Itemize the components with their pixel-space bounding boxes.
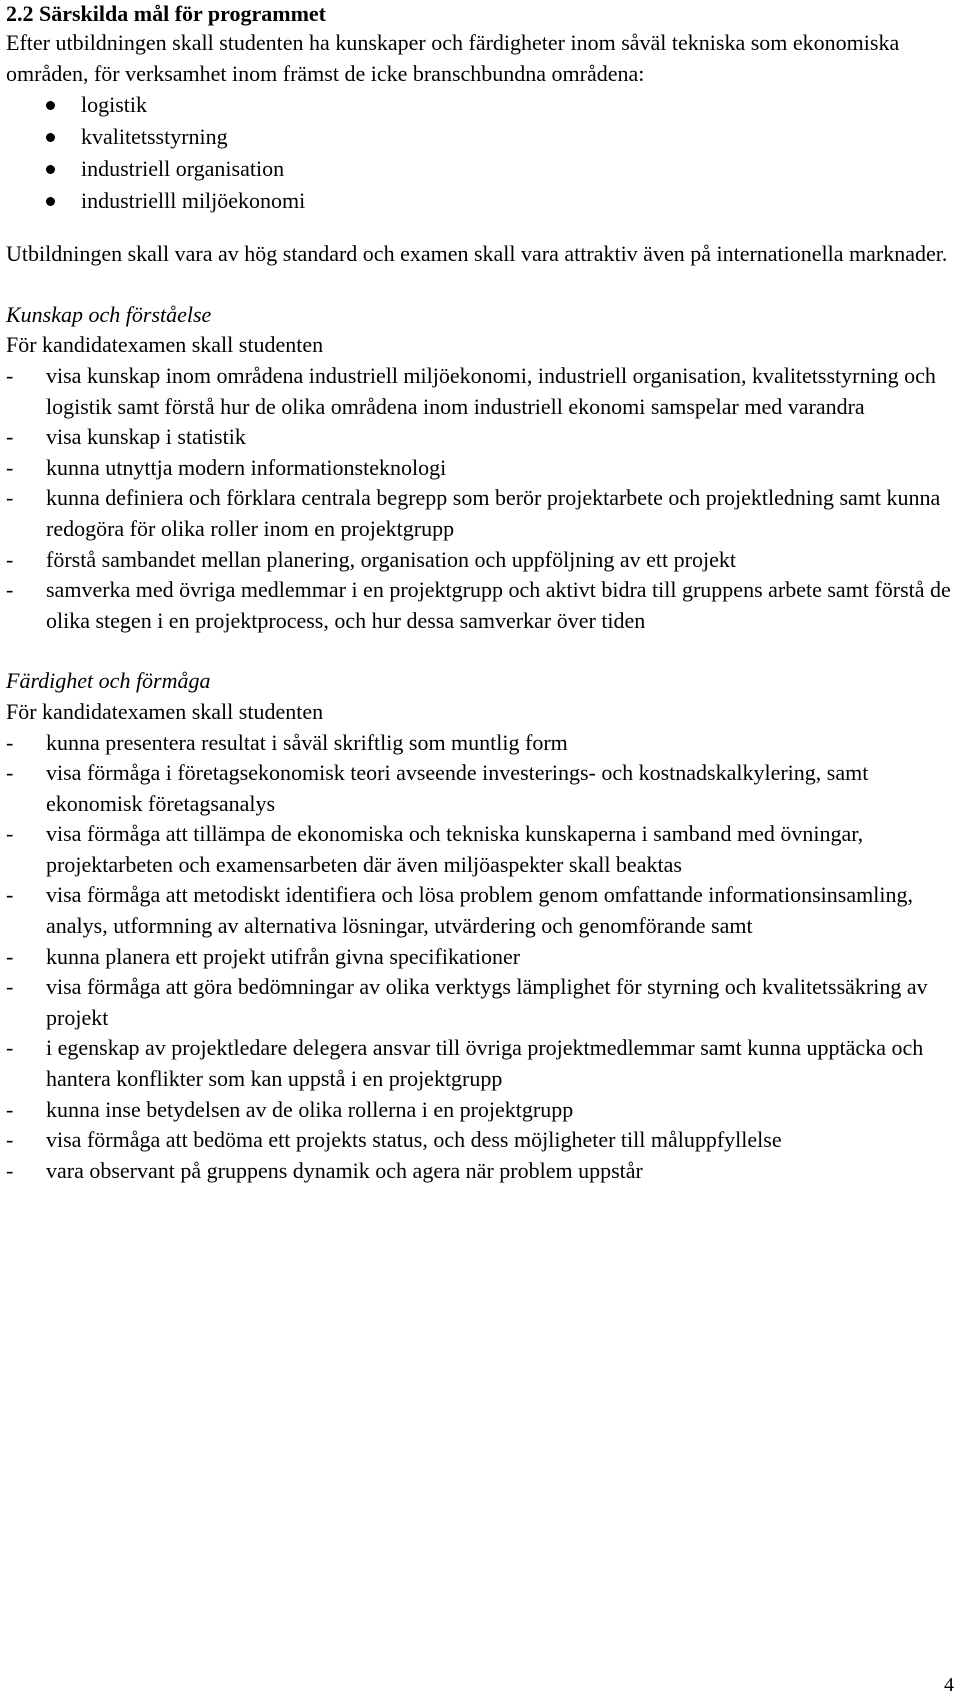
dash-marker: -: [6, 1096, 14, 1122]
dash-marker: -: [6, 974, 14, 1000]
list-item-text: kunna definiera och förklara centrala begrepp som berör projektarbete och projektledning samt kunna redogöra för olika roller inom en projektgrupp: [46, 485, 941, 541]
list-item: [6, 545, 951, 576]
list-item: [6, 361, 951, 422]
list-item: [6, 880, 951, 941]
list-item-text: visa förmåga att metodiskt identifiera och lösa problem genom omfattande informationsinsamling, analys, utformning av alternativa lösningar, utvärdering och genomförande samt: [46, 882, 913, 939]
list-item-text: industriell organisation: [81, 156, 285, 182]
list-item-text: kvalitetsstyrning: [81, 124, 228, 150]
dash-marker: -: [6, 546, 14, 572]
subheading-kunskap: Kunskap och förståelse: [6, 301, 212, 327]
list-item: [6, 972, 951, 1033]
page-number: 4: [944, 1674, 954, 1696]
bullet-icon: [46, 197, 55, 206]
list-item: [6, 942, 951, 973]
list-item: [6, 1125, 951, 1156]
list-item: [6, 422, 951, 453]
list-item: [6, 153, 951, 185]
skill-goals-list: [6, 728, 951, 1187]
list-item-text: visa kunskap i statistik: [46, 424, 246, 450]
intro-paragraph: Efter utbildningen skall studenten ha kunskaper och färdigheter inom såväl tekniska som ekonomiska områden, för verksamhet inom främst de icke branschbundna områdena:: [6, 30, 900, 86]
list-item-text: logistik: [81, 92, 148, 118]
focus-area-list: [6, 89, 951, 217]
bullet-icon: [46, 133, 55, 142]
standard-paragraph: Utbildningen skall vara av hög standard och examen skall vara attraktiv även på internationella marknader.: [6, 241, 948, 267]
list-item-text: industrielll miljöekonomi: [81, 188, 306, 214]
dash-marker: -: [6, 1157, 14, 1183]
list-item: [6, 728, 951, 759]
dash-marker: -: [6, 729, 14, 755]
knowledge-goals-list: [6, 361, 951, 636]
list-item: [6, 1095, 951, 1126]
list-item-text: visa förmåga att bedöma ett projekts status, och dess möjligheter till måluppfyllelse: [46, 1127, 782, 1153]
list-item: [6, 819, 951, 880]
list-item-text: i egenskap av projektledare delegera ansvar till övriga projektmedlemmar samt kunna upptäcka och hantera konflikter som kan uppstå i en projektgrupp: [46, 1035, 924, 1092]
list-item-text: visa förmåga att göra bedömningar av olika verktygs lämplighet för styrning och kvalitetssäkring av projekt: [46, 974, 928, 1030]
dash-marker: -: [6, 943, 14, 969]
list-item-text: samverka med övriga medlemmar i en projektgrupp och aktivt bidra till gruppens arbete samt förstå de olika stegen i en projektprocess, och hur dessa samverkar över tiden: [46, 577, 951, 633]
list-item-text: kunna utnyttja modern informationsteknologi: [46, 454, 447, 480]
dash-marker: -: [6, 882, 14, 908]
dash-marker: -: [6, 821, 14, 847]
list-item: [6, 1156, 951, 1187]
bullet-icon: [46, 101, 55, 110]
list-item: [6, 185, 951, 217]
list-item-text: visa förmåga att tillämpa de ekonomiska och tekniska kunskaperna i samband med övningar, projektarbeten och examensarbeten där även miljöaspekter skall beaktas: [46, 821, 864, 877]
subheading-fardighet: Färdighet och förmåga: [6, 668, 211, 694]
dash-marker: -: [6, 485, 14, 511]
list-item: [6, 758, 951, 819]
section-lead: För kandidatexamen skall studenten: [6, 698, 324, 724]
list-item: [6, 89, 951, 121]
dash-marker: -: [6, 454, 14, 480]
list-item-text: vara observant på gruppens dynamik och agera när problem uppstår: [46, 1157, 643, 1183]
document-page: [6, 0, 951, 1186]
list-item-text: kunna planera ett projekt utifrån givna specifikationer: [46, 943, 521, 969]
list-item-text: kunna inse betydelsen av de olika rollerna i en projektgrupp: [46, 1096, 574, 1122]
dash-marker: -: [6, 362, 14, 388]
bullet-icon: [46, 165, 55, 174]
section-heading: 2.2 Särskilda mål för programmet: [6, 1, 326, 26]
dash-marker: -: [6, 424, 14, 450]
list-item: [6, 121, 951, 153]
dash-marker: -: [6, 1035, 14, 1061]
list-item: [6, 453, 951, 484]
list-item: [6, 483, 951, 544]
list-item-text: förstå sambandet mellan planering, organisation och uppföljning av ett projekt: [46, 546, 736, 572]
list-item: [6, 575, 951, 636]
list-item-text: visa förmåga i företagsekonomisk teori avseende investerings- och kostnadskalkylering, samt ekonomisk företagsanalys: [46, 760, 869, 816]
dash-marker: -: [6, 577, 14, 603]
dash-marker: -: [6, 760, 14, 786]
section-lead: För kandidatexamen skall studenten: [6, 332, 324, 358]
dash-marker: -: [6, 1127, 14, 1153]
list-item: [6, 1033, 951, 1094]
list-item-text: kunna presentera resultat i såväl skriftlig som muntlig form: [46, 729, 568, 755]
list-item-text: visa kunskap inom områdena industriell miljöekonomi, industriell organisation, kvalitetsstyrning och logistik samt förstå hur de olika områdena inom industriell ekonomi samspelar med varandra: [46, 362, 936, 419]
